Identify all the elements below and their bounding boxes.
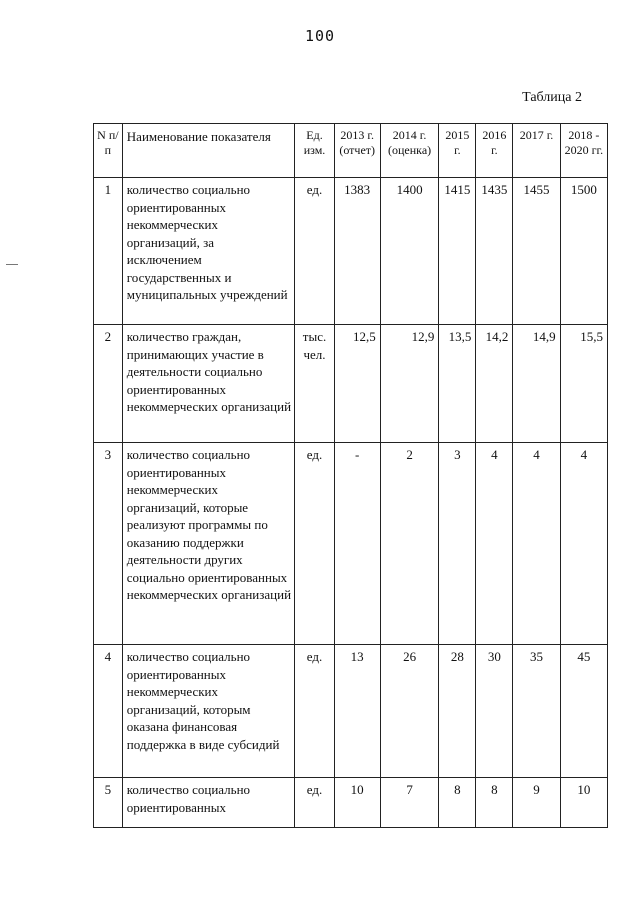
header-2016: 2016 г. <box>476 124 513 178</box>
value-2013: - <box>334 443 380 645</box>
indicator-name: количество социально ориентированных некоммерческих организаций, за исключением государственных и муниципальных учреждений <box>122 178 295 325</box>
indicators-table <box>93 123 608 828</box>
value-2014: 1400 <box>380 178 439 325</box>
table-row <box>94 443 608 645</box>
value-2016: 30 <box>476 645 513 778</box>
indicator-name: количество социально ориентированных <box>122 778 295 828</box>
value-2018-2020: 1500 <box>560 178 607 325</box>
page-number: 100 <box>304 27 336 45</box>
table-row <box>94 325 608 443</box>
value-2015: 1415 <box>439 178 476 325</box>
table-header-row <box>94 124 608 178</box>
value-2017: 14,9 <box>513 325 560 443</box>
value-2018-2020: 4 <box>560 443 607 645</box>
margin-mark <box>6 264 18 265</box>
table-row <box>94 178 608 325</box>
unit: тыс. чел. <box>295 325 334 443</box>
table-row <box>94 645 608 778</box>
table-caption: Таблица 2 <box>522 90 582 105</box>
value-2017: 9 <box>513 778 560 828</box>
header-2017: 2017 г. <box>513 124 560 178</box>
value-2017: 4 <box>513 443 560 645</box>
value-2015: 3 <box>439 443 476 645</box>
header-2015: 2015 г. <box>439 124 476 178</box>
value-2014: 26 <box>380 645 439 778</box>
indicator-name: количество социально ориентированных некоммерческих организаций, которые реализуют программы по оказанию поддержки деятельности других социально ориентированных некоммерческих организаций <box>122 443 295 645</box>
unit: ед. <box>295 645 334 778</box>
value-2014: 2 <box>380 443 439 645</box>
header-2014: 2014 г. (оценка) <box>380 124 439 178</box>
row-num: 3 <box>94 443 123 645</box>
value-2013: 10 <box>334 778 380 828</box>
value-2018-2020: 45 <box>560 645 607 778</box>
header-num: N п/п <box>94 124 123 178</box>
value-2015: 13,5 <box>439 325 476 443</box>
value-2016: 14,2 <box>476 325 513 443</box>
header-2013: 2013 г. (отчет) <box>334 124 380 178</box>
value-2014: 7 <box>380 778 439 828</box>
header-name: Наименование показателя <box>122 124 295 178</box>
value-2015: 8 <box>439 778 476 828</box>
value-2013: 13 <box>334 645 380 778</box>
row-num: 2 <box>94 325 123 443</box>
row-num: 5 <box>94 778 123 828</box>
value-2013: 12,5 <box>334 325 380 443</box>
unit: ед. <box>295 443 334 645</box>
indicator-name: количество граждан, принимающих участие в деятельности социально ориентированных некоммерческих организаций <box>122 325 295 443</box>
row-num: 4 <box>94 645 123 778</box>
value-2015: 28 <box>439 645 476 778</box>
value-2018-2020: 10 <box>560 778 607 828</box>
value-2016: 4 <box>476 443 513 645</box>
value-2017: 35 <box>513 645 560 778</box>
value-2014: 12,9 <box>380 325 439 443</box>
header-2018-2020: 2018 - 2020 гг. <box>560 124 607 178</box>
value-2017: 1455 <box>513 178 560 325</box>
value-2016: 8 <box>476 778 513 828</box>
value-2013: 1383 <box>334 178 380 325</box>
unit: ед. <box>295 178 334 325</box>
header-unit: Ед. изм. <box>295 124 334 178</box>
table-row <box>94 778 608 828</box>
value-2018-2020: 15,5 <box>560 325 607 443</box>
value-2016: 1435 <box>476 178 513 325</box>
row-num: 1 <box>94 178 123 325</box>
indicator-name: количество социально ориентированных некоммерческих организаций, которым оказана финансовая поддержка в виде субсидий <box>122 645 295 778</box>
unit: ед. <box>295 778 334 828</box>
